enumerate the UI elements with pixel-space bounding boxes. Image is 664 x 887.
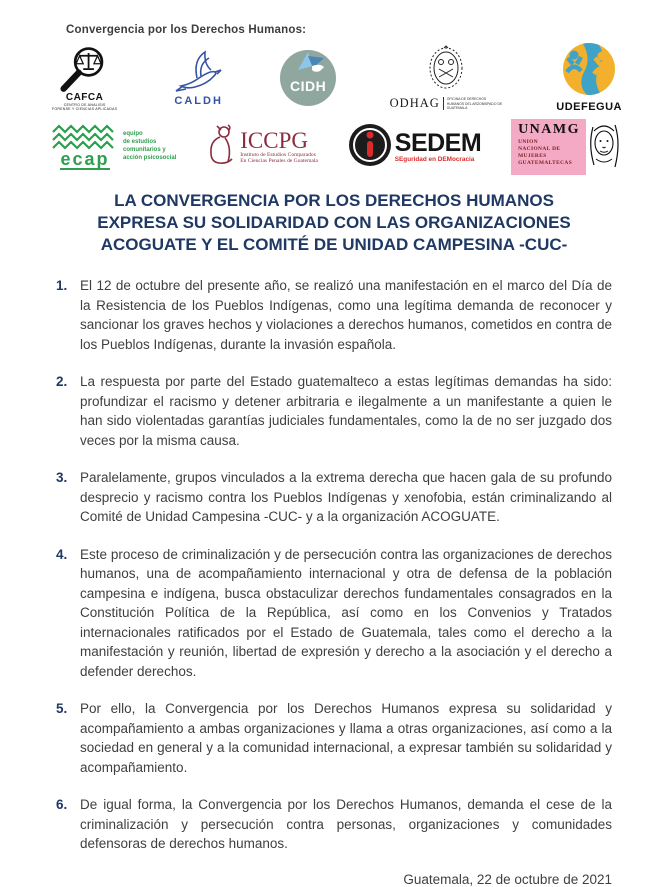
ecap-tagline-2: de estudios: [123, 139, 157, 146]
unamg-label: UNAMG: [518, 121, 580, 137]
item-number: 6.: [56, 797, 68, 812]
ecap-tagline-4: acción psicosocial: [123, 154, 177, 161]
cafca-subtitle-1: CENTRO DE ANALISIS: [63, 102, 106, 107]
logo-row-2: [52, 118, 622, 176]
item-text: La respuesta por parte del Estado guatemalteco a estas legítimas demandas ha sido: profundizar el racismo y detener arbitraria e ilegalmente a un manifestante a quien le han sido violentadas garantías judiciales fundamentales, como la de no ser juzgado dos veces por la misma causa.: [80, 374, 612, 448]
caldh-label: CALDH: [174, 95, 223, 108]
magnifier-scales-icon: [54, 45, 116, 100]
list-item: [56, 795, 612, 854]
cafca-label: CAFCA: [65, 92, 104, 104]
sedem-tagline: SEguridad en DEMocracia: [394, 155, 475, 163]
item-number: 1.: [56, 278, 68, 293]
logo-iccpg: [206, 124, 318, 171]
unamg-subtitle-3: MUJERES: [518, 153, 547, 160]
logo-unamg: [511, 119, 622, 176]
figure-sketch-icon: [206, 124, 238, 171]
item-number: 2.: [56, 374, 68, 389]
cidh-label: CIDH: [290, 77, 327, 94]
figures-circle-icon: [562, 42, 616, 101]
list-item: [56, 276, 612, 354]
iccpg-subtitle-1: Instituto de Estudios Comparados: [240, 151, 316, 158]
cafca-subtitle-2: FORENSE Y CIENCIAS APLICADAS: [52, 106, 118, 111]
statement-title: [56, 190, 612, 256]
unamg-subtitle-4: GUATEMALTECAS: [518, 160, 573, 167]
document-page: [0, 24, 664, 885]
odhag-divider: [443, 97, 444, 110]
list-item: [56, 468, 612, 527]
odhag-emblem-icon: [423, 45, 469, 96]
convergencia-header: Convergencia por los Derechos Humanos:: [66, 24, 307, 36]
dateline: Guatemala, 22 de octubre de 2021: [403, 871, 612, 887]
ecap-tagline-1: equipo: [123, 131, 143, 138]
logo-sedem: [348, 123, 481, 172]
odhag-label: ODHAG: [389, 96, 440, 111]
statement-body: [56, 190, 612, 887]
unamg-subtitle-1: UNION: [518, 138, 539, 145]
woman-face-icon: [586, 119, 622, 176]
list-item: [56, 699, 612, 777]
list-item: [56, 545, 612, 682]
logo-caldh: [171, 48, 227, 107]
item-text: De igual forma, la Convergencia por los Derechos Humanos, demanda el cese de la criminalización y persecución contra personas, organizaciones y comunidades defensoras de derechos humanos.: [80, 797, 612, 851]
dove-icon: [171, 48, 227, 99]
item-text: Paralelamente, grupos vinculados a la extrema derecha que hacen gala de su profundo desprecio y racismo contra los Pueblos Indígenas y xenofobia, están criminalizando al Comité de Unidad Campesina -CUC- y a la organización ACOGUATE.: [80, 470, 612, 524]
logo-udefegua: [556, 42, 622, 113]
title-line-3: ACOGUATE Y EL COMITÉ DE UNIDAD CAMPESINA -CUC-: [100, 235, 568, 254]
logo-row-1: [52, 40, 622, 116]
exclamation-circle-icon: [348, 123, 392, 172]
item-number: 5.: [56, 701, 68, 716]
udefegua-label: UDEFEGUA: [556, 101, 622, 114]
unamg-pink-box: [511, 119, 586, 176]
numbered-list: [56, 276, 612, 854]
ecap-label: ecap: [60, 149, 110, 170]
cidh-circle-badge: [280, 50, 336, 106]
logo-cidh: [280, 50, 336, 106]
sedem-label: SEDEM: [394, 128, 482, 157]
item-text: Este proceso de criminalización y de persecución contra las organizaciones de derechos humanos, una de acompañamiento internacional y otra de defensa de la población campesina e indígena, busca obstaculizar derechos fundamentales consagrados en la Constitución Política de la República, así como en los Convenios y Tratados internacionales ratificados por el Estado de Guatemala, tales como el derecho a la manifestación y reunión, libertad de expresión y derecho a la asociación y el derecho a defender derechos.: [80, 546, 612, 679]
dove-origami-icon: [286, 50, 330, 81]
item-number: 4.: [56, 546, 68, 562]
iccpg-label: ICCPG: [240, 127, 308, 153]
title-line-1: LA CONVERGENCIA POR LOS DERECHOS HUMANOS: [114, 191, 554, 210]
logo-odhag: [390, 45, 503, 110]
unamg-subtitle-2: NACIONAL DE: [518, 145, 561, 152]
iccpg-subtitle-2: En Ciencias Penales de Guatemala: [240, 158, 318, 165]
odhag-subtitle: OFICINA DE DERECHOS HUMANOS DEL ARZOBISPADO DE GUATEMALA: [446, 97, 503, 111]
item-number: 3.: [56, 470, 68, 485]
list-item: [56, 372, 612, 450]
ecap-tagline-3: comunitarios y: [123, 146, 166, 153]
title-line-2: EXPRESA SU SOLIDARIDAD CON LAS ORGANIZACIONES: [97, 213, 571, 232]
logo-cafca: [52, 45, 117, 112]
logo-ecap: [52, 124, 176, 171]
item-text: Por ello, la Convergencia por los Derechos Humanos expresa su solidaridad y acompañamiento a ambas organizaciones y llama a otras organizaciones, así como a la sociedad en general y a la comunidad internacional, a expresar también su solidaridad y acompañamiento.: [80, 701, 612, 775]
item-text: El 12 de octubre del presente año, se realizó una manifestación en el marco del Día de la Resistencia de los Pueblos Indígenas, como una legítima demanda de reconocer y sancionar los graves hechos y violaciones a derechos humanos, cometidos en contra de los Pueblos Indígenas, durante la invasión española.: [80, 278, 612, 352]
logo-strip: [52, 40, 622, 176]
